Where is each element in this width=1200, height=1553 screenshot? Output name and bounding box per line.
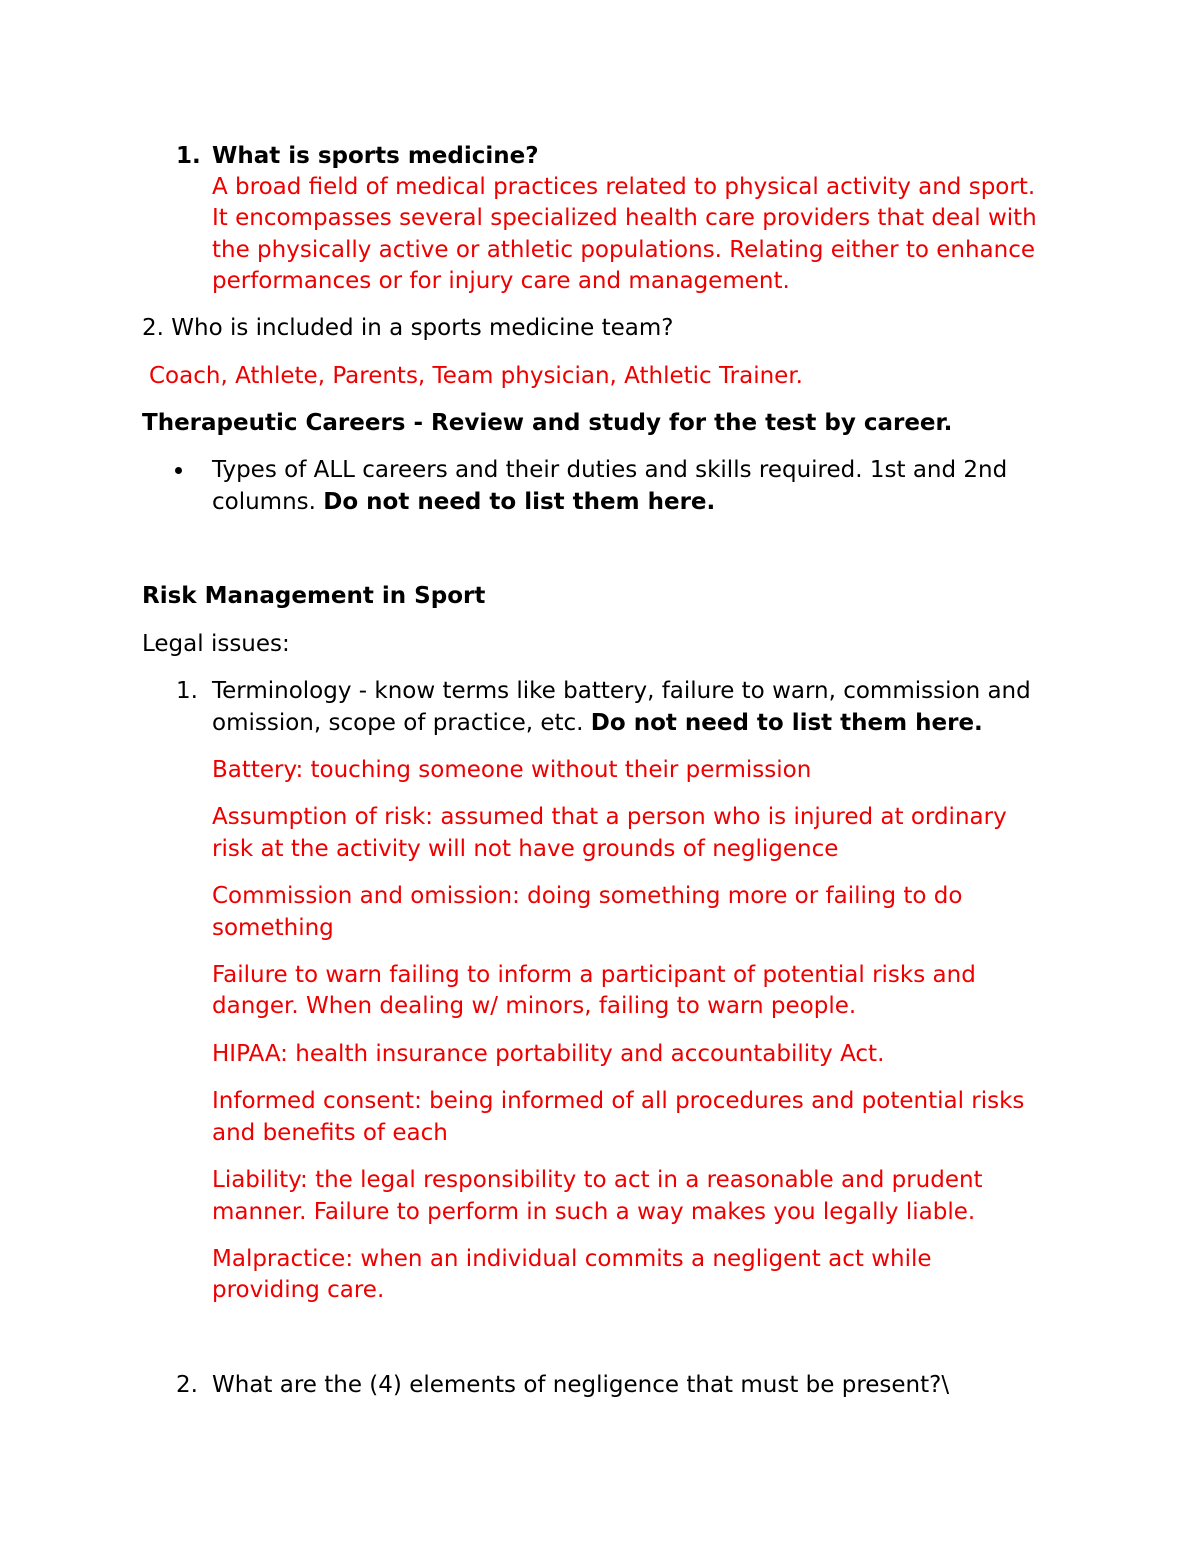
- therapeutic-bullet-line: Types of ALL careers and their duties and skills required. 1st and 2nd: [212, 457, 1008, 483]
- definition-liability-cont: manner. Failure to perform in such a way makes you legally liable.: [212, 1199, 976, 1225]
- q2-answer: Coach, Athlete, Parents, Team physician, Athletic Trainer.: [149, 363, 803, 389]
- q1-answer-line: A broad field of medical practices related to physical activity and sport.: [212, 174, 1036, 200]
- definition-assumption-of-risk: Assumption of risk: assumed that a person who is injured at ordinary: [212, 804, 1007, 830]
- definition-malpractice: Malpractice: when an individual commits a negligent act while: [212, 1246, 932, 1272]
- definition-failure-to-warn: Failure to warn failing to inform a participant of potential risks and: [212, 962, 976, 988]
- q1-answer-line: performances or for injury care and management.: [212, 268, 790, 294]
- definition-commission-omission: Commission and omission: doing something more or failing to do: [212, 883, 963, 909]
- therapeutic-bullet-bold: Do not need to list them here.: [323, 489, 716, 515]
- q1-number: 1.: [176, 143, 201, 169]
- item2-number: 2.: [176, 1372, 198, 1398]
- definition-commission-omission-cont: something: [212, 915, 334, 941]
- therapeutic-bullet-line-2: [212, 486, 715, 518]
- definition-assumption-of-risk-cont: risk at the activity will not have grounds of negligence: [212, 836, 839, 862]
- q2-question: 2. Who is included in a sports medicine team?: [142, 315, 674, 341]
- bullet-icon: [175, 467, 182, 474]
- item1-line-2: [212, 707, 983, 739]
- definition-malpractice-cont: providing care.: [212, 1277, 385, 1303]
- therapeutic-bullet-plain: columns.: [212, 489, 324, 515]
- risk-heading: Risk Management in Sport: [142, 583, 486, 609]
- definition-hipaa: HIPAA: health insurance portability and accountability Act.: [212, 1041, 885, 1067]
- q1-answer-line: It encompasses several specialized health care providers that deal with: [212, 205, 1037, 231]
- definition-informed-consent: Informed consent: being informed of all procedures and potential risks: [212, 1088, 1025, 1114]
- item2-text: What are the (4) elements of negligence that must be present?\: [212, 1372, 950, 1398]
- q1-answer-line: the physically active or athletic populations. Relating either to enhance: [212, 237, 1036, 263]
- item1-bold: Do not need to list them here.: [590, 710, 983, 736]
- definition-liability: Liability: the legal responsibility to act in a reasonable and prudent: [212, 1167, 983, 1193]
- legal-issues-label: Legal issues:: [142, 631, 290, 657]
- q1-question: What is sports medicine?: [212, 143, 539, 169]
- item1-line: Terminology - know terms like battery, failure to warn, commission and: [212, 678, 1031, 704]
- definition-failure-to-warn-cont: danger. When dealing w/ minors, failing to warn people.: [212, 993, 857, 1019]
- definition-informed-consent-cont: and benefits of each: [212, 1120, 448, 1146]
- therapeutic-heading: Therapeutic Careers - Review and study for the test by career.: [142, 410, 953, 436]
- definition-battery: Battery: touching someone without their permission: [212, 757, 812, 783]
- item1-number: 1.: [176, 678, 198, 704]
- item1-plain: omission, scope of practice, etc.: [212, 710, 591, 736]
